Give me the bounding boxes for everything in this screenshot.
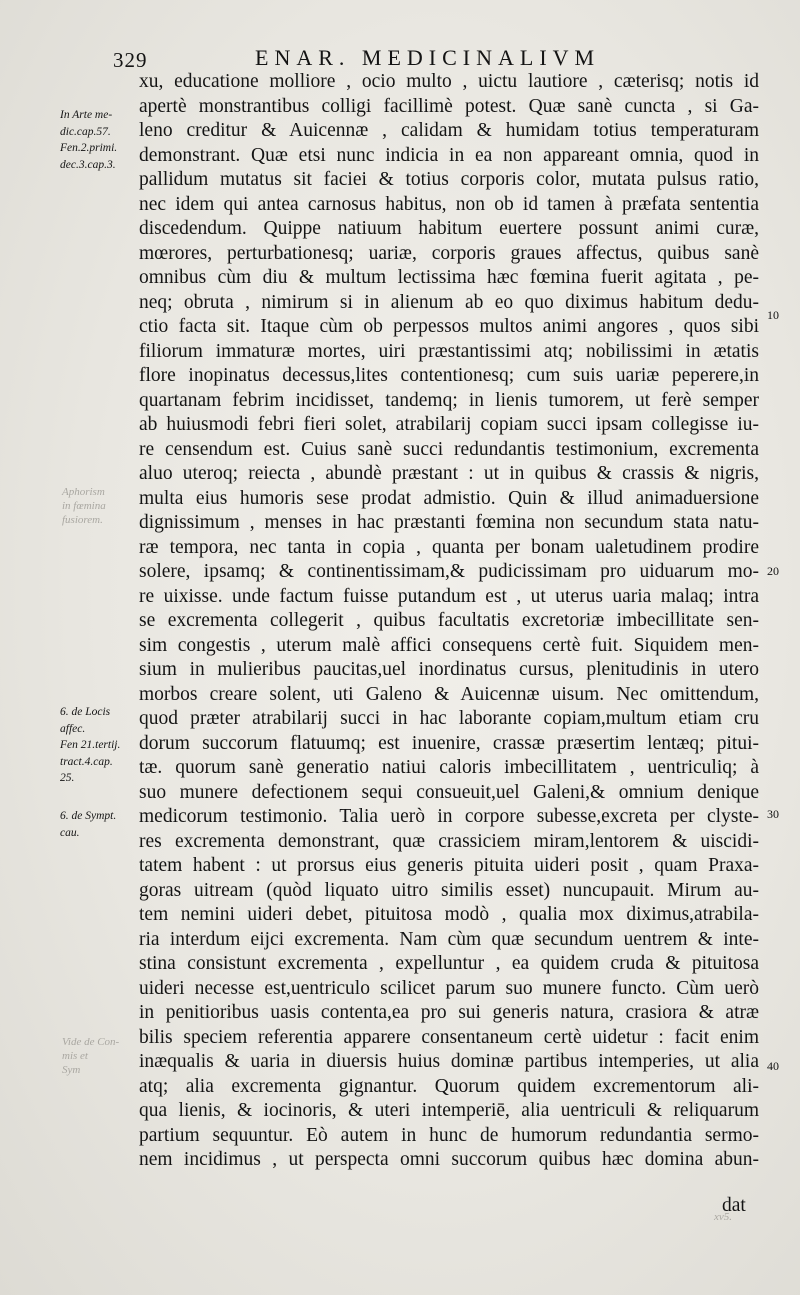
margin-note-line: 25. — [60, 772, 75, 784]
text-line: nec idem qui antea carnosus habitus, non ob id tamen à præfata sententia — [139, 193, 759, 215]
text-line: suo munere defectionem sequi consueuit,uel Galeni,& omnium denique — [139, 781, 759, 803]
text-line: bilis speciem referentia apparere consentaneum certè uidetur : facit enim — [139, 1026, 759, 1048]
text-line: filiorum immaturæ mortes, uiri præstantissimi atq; nobilissimi in ætatis — [139, 340, 759, 362]
line-number: 10 — [767, 308, 779, 322]
text-line: re uixisse. unde factum fuisse putandum est , ut uterus uaria malaq; intra — [139, 585, 759, 607]
margin-note-line: affec. — [60, 722, 86, 735]
text-line: apertè monstrantibus colligi facillimè potest. Quæ sanè cuncta , si Ga- — [139, 95, 759, 117]
text-line: ria interdum eijci excrementa. Nam cùm quæ secundum uentrem & inte- — [139, 928, 759, 950]
text-line: tæ. quorum sanè generatio natiui caloris imbecillitatem , uentriculiq; à — [139, 757, 759, 778]
line-number: 40 — [767, 1059, 779, 1073]
running-head: ENAR. MEDICINALIVM — [255, 45, 601, 70]
bleed-through-text: xv5. — [714, 1211, 733, 1223]
margin-note-citation — [60, 808, 140, 841]
text-line: morbos creare solent, uti Galeno & Auicennæ uisum. Nec omittendum, — [139, 683, 759, 705]
margin-note-line: dec.3.cap.3. — [60, 158, 116, 171]
margin-note-line: In Arte me- — [60, 109, 113, 121]
page-number: 329 — [113, 48, 148, 72]
text-line: xu, educatione molliore , ocio multo , uictu lautiore , cæterisq; notis id — [139, 71, 759, 92]
text-line: mœrores, perturbationesq; uariæ, corporis graues affectus, quibus sanè — [139, 242, 759, 264]
text-line: nem incidimus , ut perspecta omni succorum quibus hæc domina abun- — [139, 1149, 759, 1170]
text-line: in penitioribus uasis contenta,ea pro sui generis natura, crasiora & atræ — [139, 1002, 759, 1023]
text-line: discedendum. Quippe natiuum habitum euertere possunt animi curæ, — [139, 218, 759, 239]
text-line: stina consistunt excrementa , expelluntur , ea quidem cruda & pituitosa — [139, 953, 759, 974]
margin-note-line: 6. de Locis — [60, 706, 111, 718]
text-line: atq; alia excrementa gignantur. Quorum quidem excrementorum ali- — [139, 1075, 759, 1097]
text-line: res excrementa demonstrant, quæ crassiciem miram,lentorem & uiscidi- — [139, 830, 759, 852]
text-line: multa eius humoris sese prodat admistio. Quin & illud animaduersione — [139, 487, 759, 509]
text-line: omnibus cùm diu & multum lectissima hæc fœmina fuerit agitata , pe- — [139, 267, 759, 288]
body-text — [139, 70, 759, 1173]
text-line: medicorum testimonio. Talia uerò in corpore subesse,excreta per clyste- — [139, 806, 759, 827]
text-line: inæqualis & uaria in diuersis huius dominæ partibus intemperies, ut alia — [139, 1051, 759, 1072]
line-number: 20 — [767, 564, 779, 578]
bleed-through-text: Aphorism in fœmina fusiorem. — [62, 486, 106, 526]
text-line: flore inopinatus decessus,lites contentionesq; cum suis uariæ peperere,in — [139, 365, 759, 386]
text-line: dorum succorum flatuumq; est inuenire, crassæ præsertim lentæq; pitui- — [139, 732, 759, 754]
text-line: demonstrant. Quæ etsi nunc indicia in ea non appareant omnia, quod in — [139, 144, 759, 166]
line-number: 30 — [767, 807, 779, 821]
margin-note-citation — [60, 704, 140, 787]
text-line: aluo uteroq; reiecta , abundè præstant : ut in quibus & crassis & nigris, — [139, 463, 759, 484]
margin-note-line: 6. de Sympt. — [60, 810, 117, 822]
text-line: quod præter atrabilarij succi in hac laborante copiam,multum etiam cru — [139, 708, 759, 729]
margin-note-line: tract.4.cap. — [60, 755, 113, 768]
text-line: qua lienis, & iocinoris, & uteri intemperiē, alia uentriculi & reliquarum — [139, 1100, 759, 1121]
text-line: dignissimum , menses in hac præstanti fœmina non secundum stata natu- — [139, 512, 759, 533]
margin-note-line: Fen 21.tertij. — [60, 739, 121, 751]
text-line: pallidum mutatus sit faciei & totius corporis color, mutata pulsus ratio, — [139, 169, 759, 190]
text-line: partium sequuntur. Eò autem in hunc de humorum redundantia sermo- — [139, 1124, 759, 1146]
text-line: sium in mulieribus paucitas,uel inordinatus cursus, plenitudinis in utero — [139, 659, 759, 680]
text-line: se excrementa collegerit , quibus facultatis excretoriæ imbecillitate sen- — [139, 610, 759, 631]
text-line: uideri necesse est,uentriculo scilicet parum suo munere functo. Cùm uerò — [139, 977, 759, 999]
margin-note-line: Fen.2.primi. — [60, 142, 118, 154]
catchword: dat — [722, 1195, 746, 1216]
text-line: tatem habent : ut prorsus eius generis pituita uideri posit , quam Praxa- — [139, 855, 759, 876]
text-line: ræ tempora, nec tanta in copia , quanta per bonam ualetudinem prodire — [139, 536, 759, 558]
text-line: quartanam febrim incidisset, tandemq; in lienis tumorem, ut ferè semper — [139, 389, 759, 411]
text-line: goras uitream (quòd liquato uitro similis esset) nuncupauit. Mirum au- — [139, 879, 759, 901]
bleed-through-text: Vide de Con- mis et Sym — [62, 1036, 120, 1076]
text-line: tem nemini uideri debet, pituitosa modò , qualia mox diximus,atrabila- — [139, 904, 759, 925]
margin-note-citation — [60, 107, 140, 173]
text-line: neq; obruta , nimirum si in alienum ab eo quo diximus habitum dedu- — [139, 291, 759, 313]
text-line: ab huiusmodi febri fieri solet, atrabilarij copiam succi ipsam collegisse iu- — [139, 414, 759, 435]
margin-note-line: cau. — [60, 826, 80, 839]
text-line: solere, ipsamq; & continentissimam,& pudicissimam pro uiduarum mo- — [139, 561, 759, 582]
text-line: leno creditur & Auicennæ , calidam & humidam totius temperaturam — [139, 120, 759, 141]
text-line: sim congestis , uterum malè affici consequens certè fuit. Siquidem men- — [139, 634, 759, 656]
text-line: re censendum est. Cuius sanè succi redundantis testimonium, excrementa — [139, 438, 759, 460]
margin-note-line: dic.cap.57. — [60, 125, 111, 138]
text-line: ctio facta sit. Itaque cùm ob perpessos multos animi angores , quos sibi — [139, 316, 759, 337]
